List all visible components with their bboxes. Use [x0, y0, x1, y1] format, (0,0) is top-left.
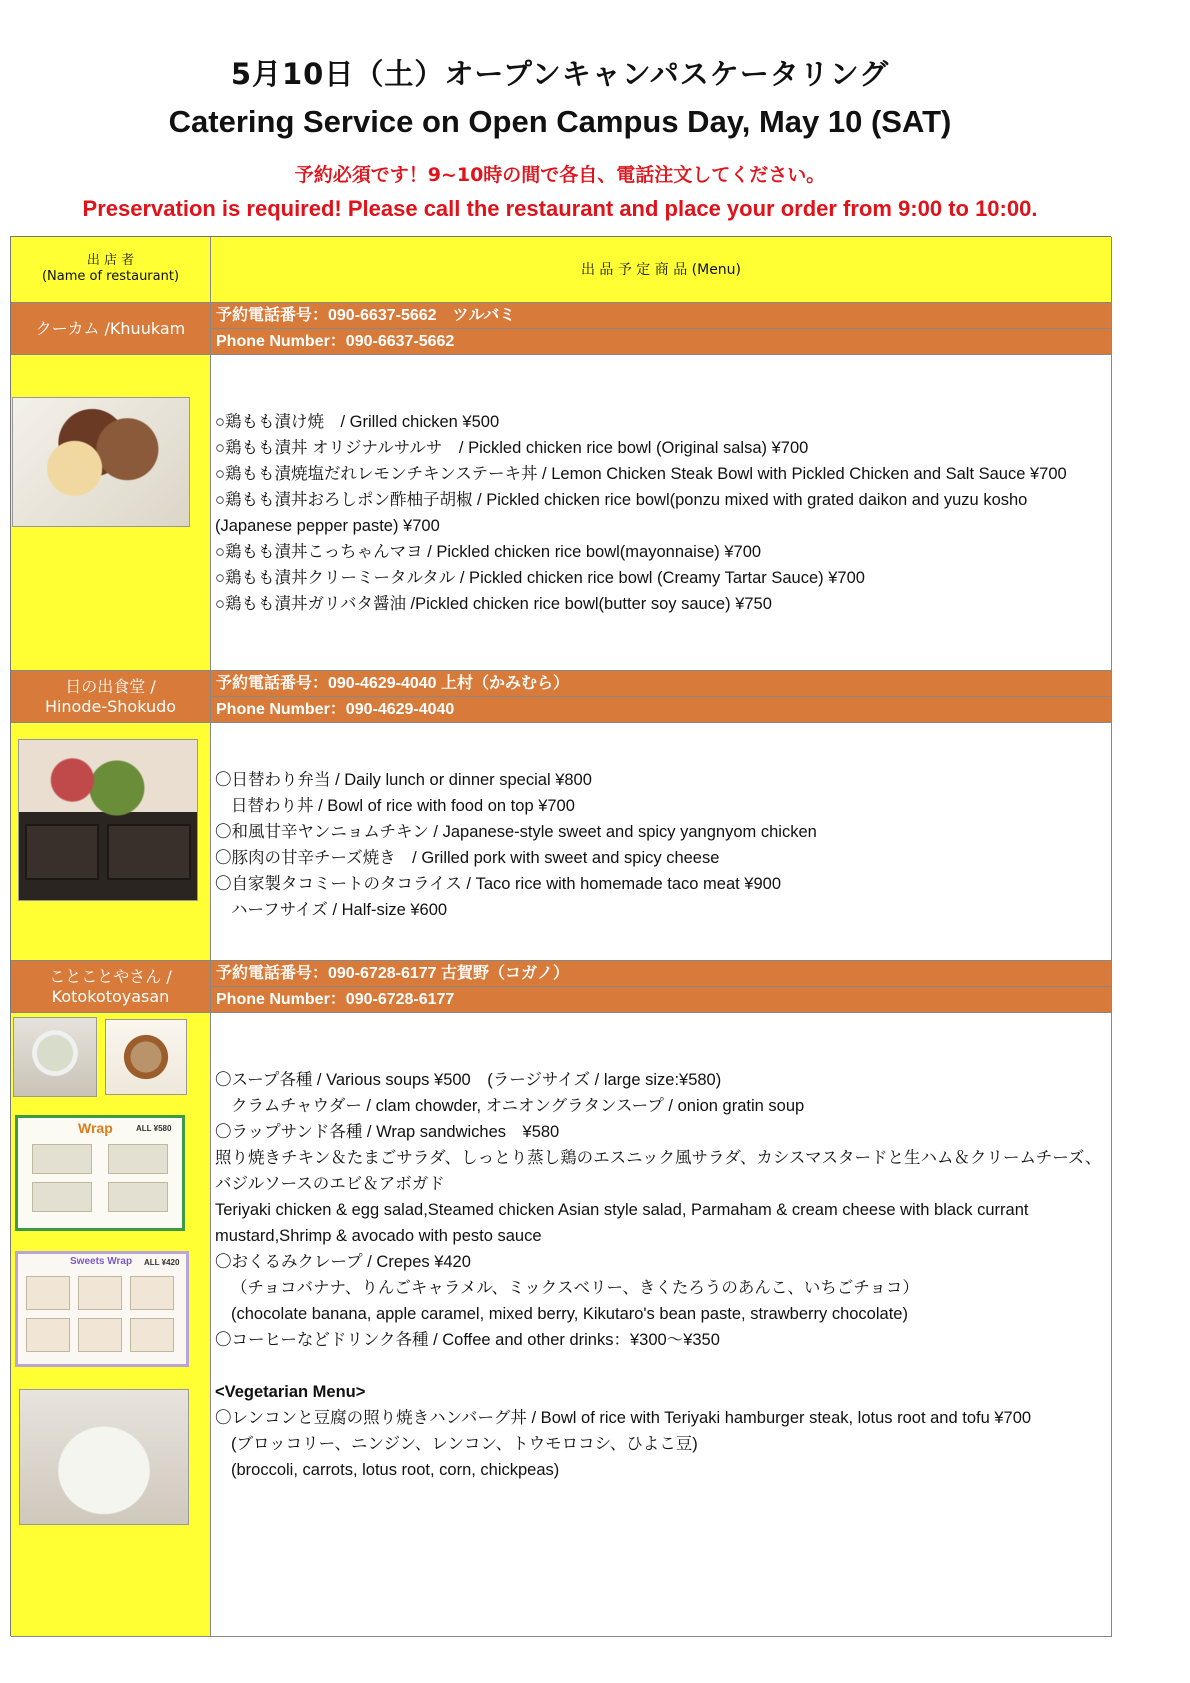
column-header-restaurant — [11, 237, 211, 303]
hamburger-steak-bowl-photo — [19, 1389, 189, 1525]
menu-item: 〇レンコンと豆腐の照り焼きハンバーグ丼 / Bowl of rice with Teriyaki hamburger steak, lotus root and tofu ¥700 — [215, 1409, 1032, 1427]
menu-item: 〇スープ各種 / Various soups ¥500 (ラージサイズ / large size:¥580) — [215, 1071, 722, 1089]
menu-item: 〇ラップサンド各種 / Wrap sandwiches ¥580 — [215, 1123, 560, 1141]
menu-item: 〇おくるみクレープ / Crepes ¥420 — [215, 1253, 471, 1271]
clam-chowder-photo — [13, 1017, 97, 1097]
menu-item: ○鶏もも漬け焼 / Grilled chicken ¥500 — [215, 413, 500, 431]
wrap-sandwich-flyer — [15, 1115, 185, 1231]
restaurant-name-line: 日の出食堂 / — [65, 676, 156, 696]
vegetarian-menu-heading: <Vegetarian Menu> — [215, 1383, 366, 1401]
bento-photo — [18, 739, 198, 901]
page-title-jp: 5月10日（土）オープンキャンパスケータリング — [230, 57, 890, 91]
phone-en-khuukam: Phone Number：090-6637-5662 — [211, 329, 1112, 355]
menu-item: (ブロッコリー、ニンジン、レンコン、トウモロコシ、ひよこ豆) — [231, 1435, 698, 1453]
photo-cell-khuukam — [11, 355, 211, 671]
phone-jp-kotokoto: 予約電話番号：090-6728-6177 古賀野（コガノ） — [211, 961, 1112, 987]
menu-item: ○鶏もも漬丼おろしポン酢柚子胡椒 / Pickled chicken rice bowl(ponzu mixed with grated daikon and yuzu kosho (Japanese pepper paste) ¥700 — [215, 491, 1028, 535]
restaurant-name-line: Hinode-Shokudo — [44, 696, 177, 716]
menu-table — [10, 236, 1111, 1636]
menu-item: 〇自家製タコミートのタコライス / Taco rice with homemade taco meat ¥900 — [215, 875, 782, 893]
menu-item: 照り焼きチキン＆たまごサラダ、しっとり蒸し鶏のエスニック風サラダ、カシスマスタードと生ハム＆クリームチーズ、バジルソースのエビ＆アボガド — [215, 1149, 1102, 1193]
menu-item: クラムチャウダー / clam chowder, オニオングラタンスープ / onion gratin soup — [231, 1097, 805, 1115]
menu-khuukam — [211, 355, 1112, 671]
menu-item: (chocolate banana, apple caramel, mixed berry, Kikutaro's bean paste, strawberry chocolate) — [231, 1305, 908, 1323]
menu-item: ○鶏もも漬丼ガリバタ醤油 /Pickled chicken rice bowl(butter soy sauce) ¥750 — [215, 595, 772, 613]
onion-gratin-soup-photo — [105, 1019, 187, 1095]
menu-item: ○鶏もも漬焼塩だれレモンチキンステーキ丼 / Lemon Chicken Steak Bowl with Pickled Chicken and Salt Sauce ¥700 — [215, 465, 1067, 483]
menu-item: 〇コーヒーなどドリンク各種 / Coffee and other drinks：¥300～¥350 — [215, 1331, 720, 1349]
menu-item: Teriyaki chicken & egg salad,Steamed chicken Asian style salad, Parmaham & cream cheese with black currant mustard,Shrimp & avocado with pesto sauce — [215, 1201, 1029, 1245]
restaurant-name-line: クーカム /Khuukam — [35, 318, 186, 338]
sweets-flyer-title: Sweets Wrap — [70, 1256, 133, 1267]
restaurant-name-line: ことことやさん / — [49, 966, 172, 986]
column-header-restaurant-jp: 出 店 者 — [86, 253, 135, 268]
wrap-flyer-price: ALL ¥580 — [136, 1124, 172, 1133]
notice-jp: 予約必須です！9~10時の間で各自、電話注文してください。 — [294, 164, 826, 186]
restaurant-name-line: Kotokotoyasan — [51, 986, 170, 1006]
sweets-flyer-price: ALL ¥420 — [144, 1258, 180, 1267]
phone-jp-khuukam: 予約電話番号：090-6637-5662 ツルバミ — [211, 303, 1112, 329]
menu-item: ハーフサイズ / Half-size ¥600 — [231, 901, 448, 919]
page-title-en: Catering Service on Open Campus Day, May 10 (SAT) — [168, 104, 952, 139]
phone-en-hinode: Phone Number：090-4629-4040 — [211, 697, 1112, 723]
menu-hinode — [211, 723, 1112, 961]
menu-item: ○鶏もも漬丼 オリジナルサルサ / Pickled chicken rice bowl (Original salsa) ¥700 — [215, 439, 809, 457]
phone-en-kotokoto: Phone Number：090-6728-6177 — [211, 987, 1112, 1013]
menu-item: ○鶏もも漬丼こっちゃんマヨ / Pickled chicken rice bowl(mayonnaise) ¥700 — [215, 543, 762, 561]
menu-item: 日替わり丼 / Bowl of rice with food on top ¥700 — [231, 797, 575, 815]
menu-item: (broccoli, carrots, lotus root, corn, chickpeas) — [231, 1461, 560, 1479]
phone-jp-hinode: 予約電話番号：090-4629-4040 上村（かみむら） — [211, 671, 1112, 697]
menu-kotokoto — [211, 1013, 1112, 1637]
menu-item: （チョコバナナ、りんごキャラメル、ミックスベリー、きくたろうのあんこ、いちごチョコ） — [231, 1279, 919, 1297]
column-header-menu: 出 品 予 定 商 品 (Menu) — [211, 237, 1112, 303]
menu-item: 〇和風甘辛ヤンニョムチキン / Japanese-style sweet and spicy yangnyom chicken — [215, 823, 817, 841]
photo-cell-kotokoto — [11, 1013, 211, 1637]
restaurant-name-hinode — [11, 671, 211, 723]
restaurant-name-khuukam — [11, 303, 211, 355]
wrap-flyer-title: Wrap — [78, 1120, 113, 1136]
sweets-wrap-flyer — [15, 1251, 189, 1367]
photo-cell-hinode — [11, 723, 211, 961]
menu-item: 〇豚肉の甘辛チーズ焼き / Grilled pork with sweet and spicy cheese — [215, 849, 720, 867]
menu-item: 〇日替わり弁当 / Daily lunch or dinner special ¥800 — [215, 771, 592, 789]
menu-item: ○鶏もも漬丼クリーミータルタル / Pickled chicken rice bowl (Creamy Tartar Sauce) ¥700 — [215, 569, 865, 587]
restaurant-name-kotokoto — [11, 961, 211, 1013]
grilled-chicken-photo — [12, 397, 190, 527]
notice-en: Preservation is required! Please call the restaurant and place your order from 9:00 to 10:00. — [82, 196, 1038, 221]
column-header-restaurant-en: (Name of restaurant) — [41, 269, 180, 284]
